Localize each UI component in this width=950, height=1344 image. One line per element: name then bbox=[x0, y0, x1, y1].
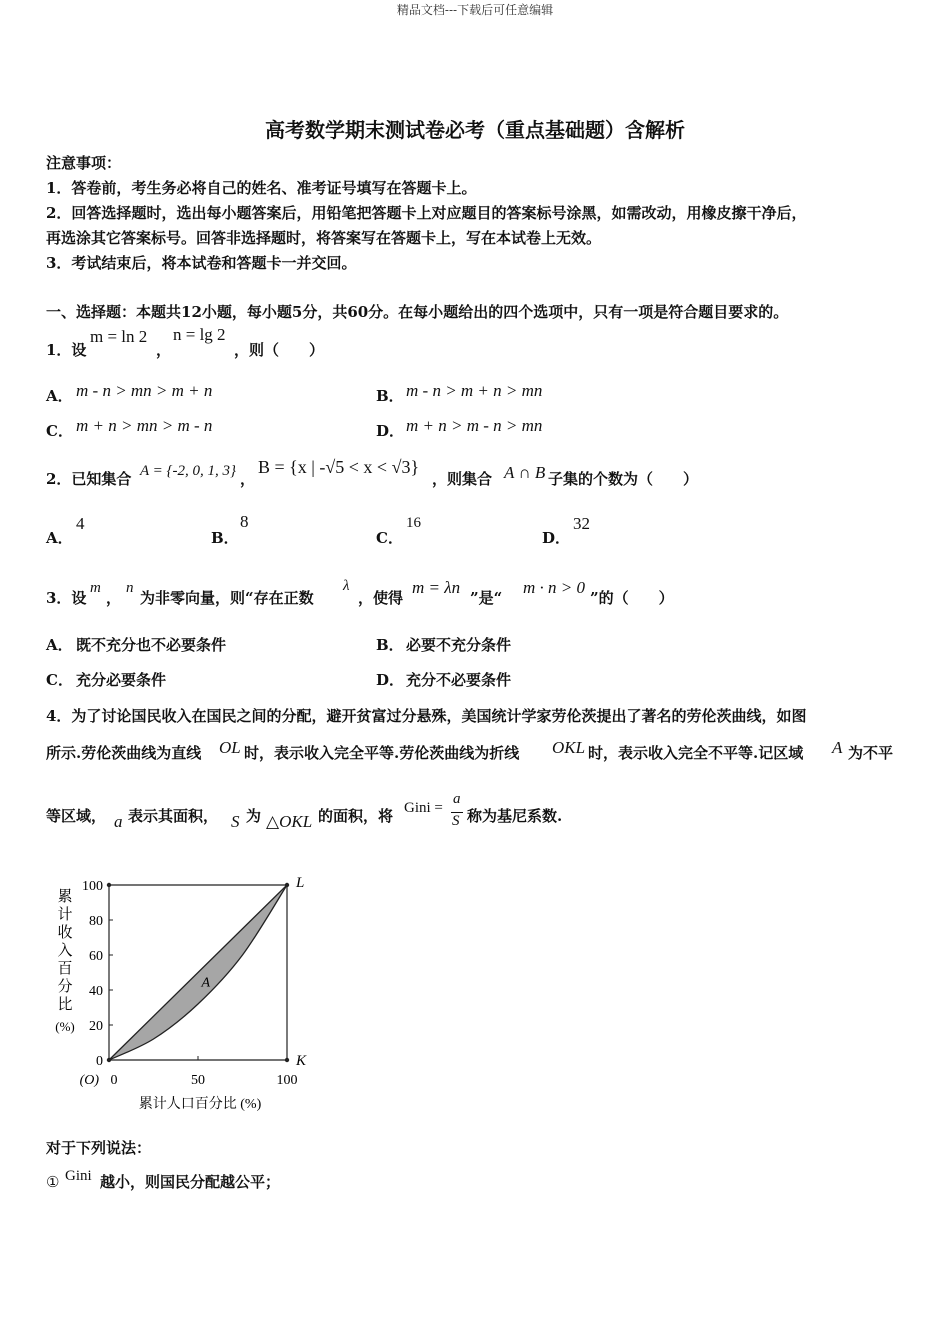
y-tick-label: 80 bbox=[89, 914, 103, 929]
q4-statement-1-gini: Gini bbox=[65, 1168, 92, 1184]
corner-point bbox=[107, 1058, 111, 1062]
corner-point bbox=[107, 883, 111, 887]
y-axis-label-char: 入 bbox=[57, 943, 73, 959]
q3-option-a: 既不充分也不必要条件 bbox=[76, 636, 227, 654]
q1-option-b-label: B． bbox=[376, 387, 404, 405]
q3-m: m bbox=[90, 580, 101, 596]
q1-option-a-label: A． bbox=[46, 387, 73, 405]
q3-lambda: λ bbox=[343, 578, 350, 594]
q3-text-2: ，使得 bbox=[358, 589, 404, 607]
y-axis-label-char: 分 bbox=[57, 979, 73, 995]
q4-gini-label: Gini = bbox=[404, 800, 443, 816]
q4-statement-1-circle: ① bbox=[46, 1173, 60, 1191]
lorenz-chart bbox=[46, 860, 326, 1120]
q1-prefix: 1．设 bbox=[46, 341, 87, 359]
notice-item-3: 3．考试结束后，将本试卷和答题卡一并交回。 bbox=[46, 254, 357, 272]
q1-option-d-label: D． bbox=[376, 422, 405, 440]
q2-option-c-label: C． bbox=[376, 529, 403, 547]
q2-suffix: 子集的个数为（ ） bbox=[548, 470, 699, 488]
y-tick-label: 0 bbox=[96, 1054, 103, 1069]
y-axis-label-char: 百 bbox=[57, 961, 73, 977]
q2-mid: ，则集合 bbox=[432, 470, 493, 488]
point-label-k: K bbox=[296, 1053, 307, 1069]
q1-option-c: m + n > mn > m - n bbox=[76, 416, 213, 435]
x-tick-label: 0 bbox=[110, 1073, 118, 1088]
q3-sep: ， bbox=[106, 589, 122, 607]
q4-statement-1-text: 越小，则国民分配越公平； bbox=[100, 1173, 281, 1191]
q1-m-expr: m = ln 2 bbox=[90, 327, 148, 346]
notice-heading: 注意事项： bbox=[46, 154, 122, 172]
q4-region-a: A bbox=[832, 738, 843, 757]
q3-option-b-label: B． bbox=[376, 636, 404, 654]
q4-line-2d: 为不平 bbox=[848, 744, 894, 762]
region-label: A bbox=[201, 975, 211, 991]
q4-frac-den: S bbox=[452, 813, 460, 829]
y-axis-label-char: 累 bbox=[57, 889, 73, 905]
corner-point bbox=[285, 883, 289, 887]
q4-line-3b: 表示其面积， bbox=[128, 807, 219, 825]
q1-option-b: m - n > m + n > mn bbox=[406, 381, 543, 400]
q3-option-d-label: D． bbox=[376, 671, 405, 689]
q3-eq: m = λn bbox=[412, 578, 461, 597]
q3-dot: m · n > 0 bbox=[523, 578, 585, 597]
q3-prefix: 3．设 bbox=[46, 589, 87, 607]
q2-sep: ， bbox=[240, 470, 256, 488]
q3-option-c: 充分必要条件 bbox=[76, 671, 167, 689]
q2-option-d: 32 bbox=[573, 514, 590, 533]
q2-option-a-label: A． bbox=[46, 529, 73, 547]
q4-frac-num: a bbox=[453, 791, 461, 807]
q2-option-c: 16 bbox=[406, 515, 421, 531]
q4-line-3a: 等区域， bbox=[46, 807, 107, 825]
q1-option-a: m - n > mn > m + n bbox=[76, 381, 213, 400]
q3-text-3: ”是“ bbox=[470, 589, 503, 607]
section-heading: 一、选择题：本题共12小题，每小题5分，共60分。在每小题给出的四个选项中，只有一项是符合题目要求的。 bbox=[46, 303, 789, 321]
q4-ol: OL bbox=[219, 738, 241, 757]
q4-okl: OKL bbox=[552, 738, 586, 757]
y-tick-label: 100 bbox=[82, 879, 103, 894]
origin-label: (O) bbox=[79, 1073, 99, 1088]
notice-item-2: 2．回答选择题时，选出每小题答案后，用铅笔把答题卡上对应题目的答案标号涂黑，如需改动，用橡皮擦干净后， bbox=[46, 204, 807, 222]
notice-item-2-cont: 再选涂其它答案标号。回答非选择题时，将答案写在答题卡上，写在本试卷上无效。 bbox=[46, 229, 602, 247]
x-tick-label: 50 bbox=[191, 1073, 205, 1088]
y-tick-label: 40 bbox=[89, 984, 103, 999]
q2-a-expr: A = {-2, 0, 1, 3} bbox=[140, 463, 237, 479]
q2-option-a: 4 bbox=[76, 514, 85, 533]
q1-option-c-label: C． bbox=[46, 422, 73, 440]
q3-option-a-label: A． bbox=[46, 636, 73, 654]
q2-b-expr: B = {x | -√5 < x < √3} bbox=[258, 457, 420, 477]
q4-line-1: 4．为了讨论国民收入在国民之间的分配，避开贫富过分悬殊，美国统计学家劳伦茨提出了著名的劳伦茨曲线，如图 bbox=[46, 707, 807, 725]
q2-option-d-label: D． bbox=[542, 529, 571, 547]
q3-option-b: 必要不充分条件 bbox=[406, 636, 512, 654]
q1-sep: ， bbox=[156, 341, 172, 359]
q4-after: 对于下列说法： bbox=[46, 1139, 152, 1157]
notice-item-1: 1．答卷前，考生务必将自己的姓名、准考证号填写在答题卡上。 bbox=[46, 179, 477, 197]
q2-option-b: 8 bbox=[240, 512, 249, 531]
q4-a: a bbox=[114, 812, 123, 831]
y-axis-label-char: 比 bbox=[57, 997, 73, 1013]
q1-n-expr: n = lg 2 bbox=[173, 325, 226, 344]
q3-option-d: 充分不必要条件 bbox=[406, 671, 512, 689]
q4-line-3d: 的面积，将 bbox=[318, 807, 394, 825]
q4-line-2a: 所示.劳伦茨曲线为直线 bbox=[46, 744, 202, 762]
equality-line bbox=[109, 885, 287, 1060]
q2-ab-expr: A ∩ B bbox=[504, 463, 546, 482]
q2-prefix: 2．已知集合 bbox=[46, 470, 132, 488]
q3-text-4: ”的（ ） bbox=[590, 589, 674, 607]
y-axis-label-char: (%) bbox=[55, 1019, 75, 1034]
q1-option-d: m + n > m - n > mn bbox=[406, 416, 543, 435]
q1-suffix: ，则（ ） bbox=[234, 341, 325, 359]
page-header: 精品文档---下载后可任意编辑 bbox=[396, 3, 554, 17]
x-tick-label: 100 bbox=[276, 1073, 298, 1088]
q4-line-3e: 称为基尼系数. bbox=[467, 807, 563, 825]
q3-option-c-label: C． bbox=[46, 671, 73, 689]
q4-triangle: △OKL bbox=[266, 812, 313, 831]
y-axis-label-char: 收 bbox=[57, 925, 73, 941]
y-tick-label: 20 bbox=[89, 1019, 103, 1034]
y-tick-label: 60 bbox=[89, 949, 103, 964]
q4-line-2c: 时，表示收入完全不平等.记区域 bbox=[588, 744, 804, 762]
q4-line-2b: 时，表示收入完全平等.劳伦茨曲线为折线 bbox=[244, 744, 520, 762]
q3-text-1: 为非零向量，则“存在正数 bbox=[140, 589, 314, 607]
point-label-l: L bbox=[296, 875, 305, 891]
y-axis-label-char: 计 bbox=[57, 907, 73, 923]
q4-line-3c: 为 bbox=[246, 807, 262, 825]
q3-n: n bbox=[126, 580, 134, 596]
page-title: 高考数学期末测试卷必考（重点基础题）含解析 bbox=[265, 118, 685, 142]
q2-option-b-label: B． bbox=[211, 529, 239, 547]
corner-point bbox=[285, 1058, 289, 1062]
x-axis-label: 累计人口百分比 (%) bbox=[138, 1097, 262, 1112]
q4-s: S bbox=[231, 812, 240, 831]
